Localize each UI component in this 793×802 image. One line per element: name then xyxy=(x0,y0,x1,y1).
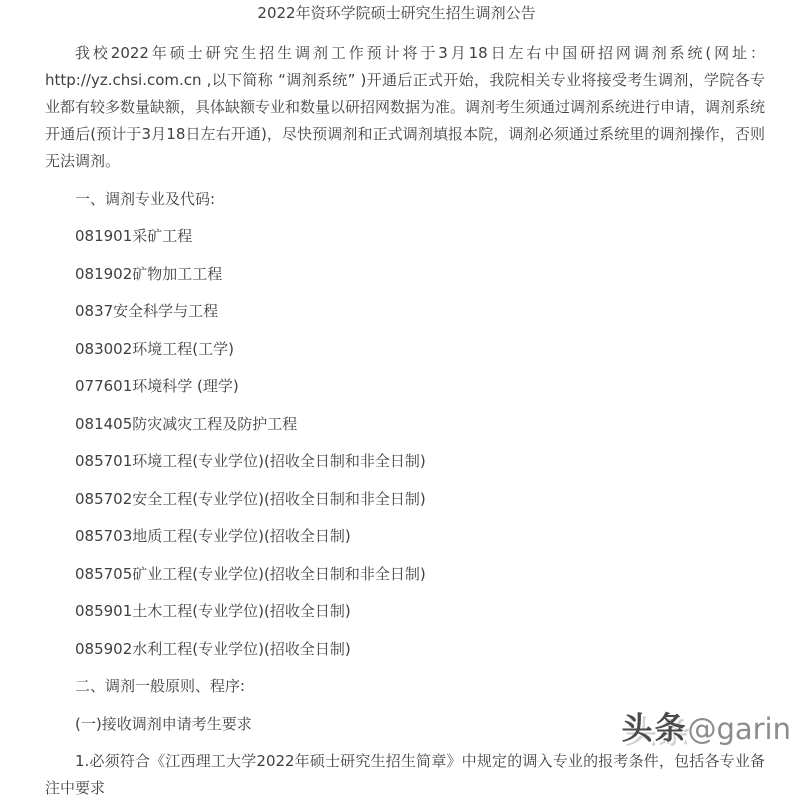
major-code-item: 085702安全工程(专业学位)(招收全日制和非全日制) xyxy=(75,489,426,508)
article-body xyxy=(45,40,765,802)
major-code-item: 085703地质工程(专业学位)(招收全日制) xyxy=(75,527,351,545)
article-title: 2022年资环学院硕士研究生招生调剂公告 xyxy=(257,4,536,22)
major-code-item: 085705矿业工程(专业学位)(招收全日制和非全日制) xyxy=(75,564,426,583)
major-code-item: 081901采矿工程 xyxy=(75,227,193,245)
watermark-handle-text: @garin xyxy=(687,712,791,746)
intro-paragraph: 我校2022年硕士研究生招生调剂工作预计将于3月18日左右中国研招网调剂系统(网址：http://yz.chsi.com.cn ,以下简称 “调剂系统” )开通后正式开始，我院相关专业将接受考生调剂，学院各专业都有较多数量缺额，具体缺额专业和数量以研招网数据为准。调剂考生须通过调剂系统进行申请，调剂系统开通后(预计于3月18日左右开通)，尽快预调剂和正式调剂填报本院，调剂必须通过系统里的调剂操作，否则无法调剂。 xyxy=(45,44,766,170)
major-code-item: 0837安全科学与工程 xyxy=(75,302,219,320)
toutiao-watermark xyxy=(621,711,791,747)
major-code-item: 083002环境工程(工学) xyxy=(75,339,234,358)
watermark-brand-text: 头条 xyxy=(621,711,688,747)
major-code-item: 081405防灾减灾工程及防护工程 xyxy=(75,414,298,433)
section-1-heading: 一、调剂专业及代码: xyxy=(75,189,216,208)
subsection-heading: (一)接收调剂申请考生要求 xyxy=(75,714,252,733)
section-2-heading: 二、调剂一般原则、程序: xyxy=(75,677,246,695)
announcement-article xyxy=(0,3,793,802)
major-code-item: 085902水利工程(专业学位)(招收全日制) xyxy=(75,639,351,658)
requirement-item-1: 1.必须符合《江西理工大学2022年硕士研究生招生简章》中规定的调入专业的报考条件，包括各专业备注中要求 xyxy=(45,752,765,797)
major-code-item: 081902矿物加工工程 xyxy=(75,264,223,283)
major-code-item: 085901土木工程(专业学位)(招收全日制) xyxy=(75,602,351,620)
major-code-item: 077601环境科学 (理学) xyxy=(75,377,239,395)
major-code-item: 085701环境工程(专业学位)(招收全日制和非全日制) xyxy=(75,452,426,470)
